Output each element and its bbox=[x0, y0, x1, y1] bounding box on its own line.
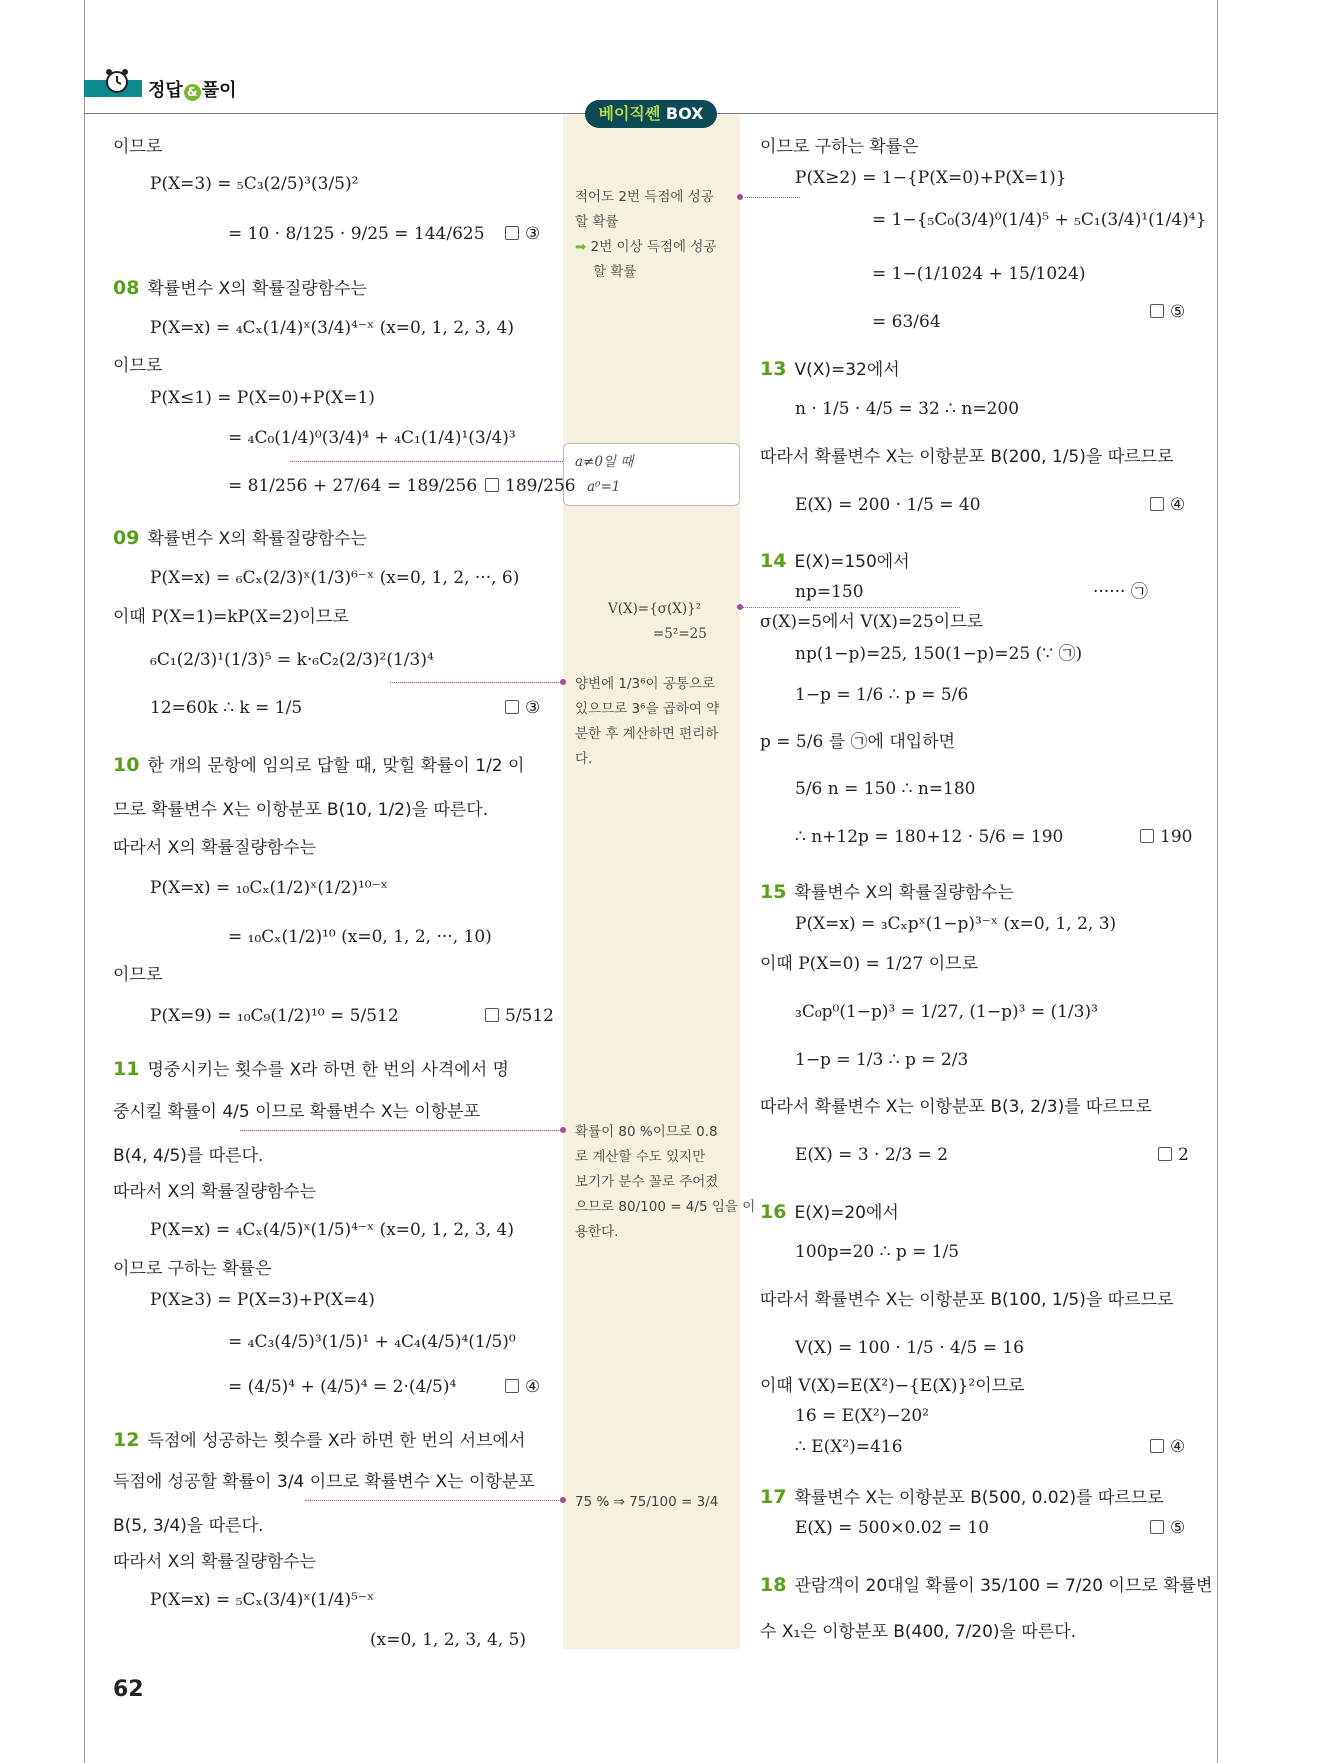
math-line: 1−p = 1/3 ∴ p = 2/3 bbox=[795, 1050, 969, 1070]
text-line: 수 X₁은 이항분포 B(400, 7/20)을 따른다. bbox=[760, 1622, 1077, 1642]
math-line: E(X) = 3 · 2/3 = 2 bbox=[795, 1145, 949, 1165]
answer-icon bbox=[505, 226, 519, 240]
side-note-6: 75 % ⇒ 75/100 = 3/4 bbox=[575, 1494, 719, 1510]
page-frame-right bbox=[1217, 0, 1218, 1763]
text-line: 이므로 구하는 확률은 bbox=[113, 1259, 272, 1279]
math-line: P(X≥2) = 1−{P(X=0)+P(X=1)} bbox=[795, 168, 1067, 188]
leader-dot bbox=[560, 679, 566, 685]
leader-dot bbox=[560, 1497, 566, 1503]
text-line: 이므로 bbox=[113, 137, 163, 157]
leader-dot bbox=[737, 604, 743, 610]
math-line: P(X≤1) = P(X=0)+P(X=1) bbox=[150, 388, 375, 408]
text-line: 이므로 bbox=[113, 965, 163, 985]
math-line: 100p=20 ∴ p = 1/5 bbox=[795, 1242, 960, 1262]
math-line: = 1−{₅C₀(3/4)⁰(1/4)⁵ + ₅C₁(3/4)¹(1/4)⁴} bbox=[872, 210, 1207, 230]
leader-line bbox=[745, 197, 800, 198]
math-line: (x=0, 1, 2, 3, 4, 5) bbox=[370, 1630, 527, 1650]
answer-mark: ⑤ bbox=[1150, 302, 1185, 322]
problem-17: 17 확률변수 X는 이항분포 B(500, 0.02)를 따르므로 bbox=[760, 1486, 1164, 1508]
problem-09: 09 확률변수 X의 확률질량함수는 bbox=[113, 527, 367, 549]
math-line: np=150 bbox=[795, 582, 864, 602]
math-line: P(X=x) = ₄Cₓ(1/4)ˣ(3/4)⁴⁻ˣ (x=0, 1, 2, 3, 4) bbox=[150, 318, 514, 338]
math-line: P(X=x) = ₆Cₓ(2/3)ˣ(1/3)⁶⁻ˣ (x=0, 1, 2, ···, 6) bbox=[150, 568, 520, 588]
leader-line bbox=[305, 1500, 563, 1501]
math-line: 5/6 n = 150 ∴ n=180 bbox=[795, 779, 976, 799]
answer-mark: ④ bbox=[1150, 495, 1185, 515]
answer-icon bbox=[485, 1008, 499, 1022]
math-line: = (4/5)⁴ + (4/5)⁴ = 2·(4/5)⁴ bbox=[228, 1377, 457, 1397]
text-line: B(5, 3/4)을 따른다. bbox=[113, 1516, 264, 1536]
math-line: np(1−p)=25, 150(1−p)=25 (∵ ㉠) bbox=[795, 644, 1083, 664]
math-line: = 63/64 bbox=[872, 312, 941, 332]
alarm-clock-icon bbox=[104, 68, 130, 94]
math-line: = 10 · 8/125 · 9/25 = 144/625 bbox=[228, 224, 485, 244]
answer-mark: ⑤ bbox=[1150, 1518, 1185, 1538]
answer-icon bbox=[1150, 304, 1164, 318]
math-line: = 1−(1/1024 + 15/1024) bbox=[872, 264, 1086, 284]
math-line: σ(X)=5에서 V(X)=25이므로 bbox=[760, 612, 984, 632]
side-note-column bbox=[563, 115, 740, 1649]
page-frame-left bbox=[84, 0, 85, 1763]
answer-mark: ③ bbox=[505, 224, 540, 244]
problem-15: 15 확률변수 X의 확률질량함수는 bbox=[760, 881, 1014, 903]
leader-line bbox=[390, 682, 563, 683]
problem-16: 16 E(X)=20에서 bbox=[760, 1201, 899, 1223]
text-line: 따라서 확률변수 X는 이항분포 B(200, 1/5)을 따르므로 bbox=[760, 447, 1174, 467]
page-number: 62 bbox=[113, 1677, 144, 1702]
math-line: P(X≥3) = P(X=3)+P(X=4) bbox=[150, 1290, 375, 1310]
answer-mark: 5/512 bbox=[485, 1006, 554, 1026]
problem-13: 13 V(X)=32에서 bbox=[760, 358, 900, 380]
math-line: 16 = E(X²)−20² bbox=[795, 1406, 929, 1426]
leader-dot bbox=[560, 1127, 566, 1133]
side-note-5: 확률이 80 %이므로 0.8 로 계산할 수도 있지만 보기가 분수 꼴로 주어졌 으므로 80/100 = 4/5 임을 이 용한다. bbox=[575, 1124, 756, 1240]
answer-mark: ③ bbox=[505, 698, 540, 718]
answer-icon bbox=[1150, 1520, 1164, 1534]
text-line: 따라서 X의 확률질량함수는 bbox=[113, 1182, 317, 1202]
math-line: P(X=x) = ₅Cₓ(3/4)ˣ(1/4)⁵⁻ˣ bbox=[150, 1590, 375, 1610]
problem-14: 14 E(X)=150에서 bbox=[760, 550, 910, 572]
leader-line bbox=[740, 607, 960, 608]
answer-mark: 189/256 bbox=[485, 476, 576, 496]
text-line: 따라서 확률변수 X는 이항분포 B(3, 2/3)를 따르므로 bbox=[760, 1097, 1152, 1117]
answer-icon bbox=[505, 1379, 519, 1393]
problem-18: 18 관람객이 20대일 확률이 35/100 = 7/20 이므로 확률변 bbox=[760, 1574, 1213, 1596]
math-line: = 81/256 + 27/64 = 189/256 bbox=[228, 476, 478, 496]
answer-icon bbox=[1150, 497, 1164, 511]
text-line: B(4, 4/5)를 따른다. bbox=[113, 1146, 264, 1166]
math-line: n · 1/5 · 4/5 = 32 ∴ n=200 bbox=[795, 399, 1020, 419]
math-line: 12=60k ∴ k = 1/5 bbox=[150, 698, 303, 718]
leader-line bbox=[290, 461, 563, 462]
text-line: 따라서 확률변수 X는 이항분포 B(100, 1/5)을 따르므로 bbox=[760, 1290, 1174, 1310]
leader-dot bbox=[737, 194, 743, 200]
answer-icon bbox=[485, 478, 499, 492]
box-badge: 베이직쎈 BOX bbox=[585, 100, 717, 128]
answer-mark: 2 bbox=[1158, 1145, 1189, 1165]
text-line: 중시킬 확률이 4/5 이므로 확률변수 X는 이항분포 bbox=[113, 1102, 481, 1122]
problem-10: 10 한 개의 문항에 임의로 답할 때, 맞힐 확률이 1/2 이 bbox=[113, 754, 525, 776]
math-line: P(X=3) = ₅C₃(2/5)³(3/5)² bbox=[150, 174, 359, 194]
side-note-1: 적어도 2번 득점에 성공 할 확률 ➡ 2번 이상 득점에 성공 할 확률 bbox=[575, 189, 717, 280]
math-line: = ₁₀Cₓ(1/2)¹⁰ (x=0, 1, 2, ···, 10) bbox=[228, 927, 492, 947]
answer-icon bbox=[505, 700, 519, 714]
math-line: p = 5/6 를 ㉠에 대입하면 bbox=[760, 732, 956, 752]
math-line: P(X=x) = ₃Cₓpˣ(1−p)³⁻ˣ (x=0, 1, 2, 3) bbox=[795, 914, 1117, 934]
answer-mark: ④ bbox=[1150, 1437, 1185, 1457]
math-line: ₆C₁(2/3)¹(1/3)⁵ = k·₆C₂(2/3)²(1/3)⁴ bbox=[150, 650, 434, 670]
math-line: = ₄C₀(1/4)⁰(3/4)⁴ + ₄C₁(1/4)¹(3/4)³ bbox=[228, 428, 516, 448]
math-line: 이때 P(X=0) = 1/27 이므로 bbox=[760, 954, 979, 974]
problem-08: 08 확률변수 X의 확률질량함수는 bbox=[113, 277, 367, 299]
math-line: = ₄C₃(4/5)³(1/5)¹ + ₄C₄(4/5)⁴(1/5)⁰ bbox=[228, 1332, 516, 1352]
text-line: 따라서 X의 확률질량함수는 bbox=[113, 1552, 317, 1572]
answer-icon bbox=[1140, 829, 1154, 843]
text-line: 득점에 성공할 확률이 3/4 이므로 확률변수 X는 이항분포 bbox=[113, 1472, 535, 1492]
problem-11: 11 명중시키는 횟수를 X라 하면 한 번의 사격에서 명 bbox=[113, 1058, 509, 1080]
side-note-2: a≠0일 때 a⁰=1 bbox=[575, 454, 634, 495]
math-line: 1−p = 1/6 ∴ p = 5/6 bbox=[795, 685, 969, 705]
math-line: 이때 V(X)=E(X²)−{E(X)}²이므로 bbox=[760, 1376, 1025, 1396]
section-title: 정답 & 풀이 bbox=[148, 80, 237, 101]
text-line: 므로 확률변수 X는 이항분포 B(10, 1/2)을 따른다. bbox=[113, 800, 489, 820]
math-line: P(X=x) = ₄Cₓ(4/5)ˣ(1/5)⁴⁻ˣ (x=0, 1, 2, 3, 4) bbox=[150, 1220, 514, 1240]
text-line: 따라서 X의 확률질량함수는 bbox=[113, 838, 317, 858]
answer-mark: 190 bbox=[1140, 827, 1192, 847]
text-line: 이므로 구하는 확률은 bbox=[760, 137, 919, 157]
math-line: ∴ E(X²)=416 bbox=[795, 1437, 903, 1457]
math-line: V(X) = 100 · 1/5 · 4/5 = 16 bbox=[795, 1338, 1024, 1358]
math-line: ∴ n+12p = 180+12 · 5/6 = 190 bbox=[795, 827, 1064, 847]
text-line: 이므로 bbox=[113, 356, 163, 376]
math-line: P(X=x) = ₁₀Cₓ(1/2)ˣ(1/2)¹⁰⁻ˣ bbox=[150, 878, 388, 898]
math-line: E(X) = 500×0.02 = 10 bbox=[795, 1518, 990, 1538]
math-line: E(X) = 200 · 1/5 = 40 bbox=[795, 495, 981, 515]
math-line: ₃C₀p⁰(1−p)³ = 1/27, (1−p)³ = (1/3)³ bbox=[795, 1002, 1098, 1022]
answer-icon bbox=[1158, 1147, 1172, 1161]
leader-line bbox=[240, 1130, 563, 1131]
text-line: 이때 P(X=1)=kP(X=2)이므로 bbox=[113, 607, 349, 627]
math-line: P(X=9) = ₁₀C₉(1/2)¹⁰ = 5/512 bbox=[150, 1006, 399, 1026]
answer-icon bbox=[1150, 1439, 1164, 1453]
side-note-3: V(X)={σ(X)}² =5²=25 bbox=[608, 601, 707, 642]
problem-12: 12 득점에 성공하는 횟수를 X라 하면 한 번의 서브에서 bbox=[113, 1429, 526, 1451]
side-note-4: 양변에 1/3⁶이 공통으로 있으므로 3⁶을 곱하여 약 분한 후 계산하면 편리하 다. bbox=[575, 676, 720, 767]
equation-label: ······ ㉠ bbox=[1093, 582, 1148, 602]
answer-mark: ④ bbox=[505, 1377, 540, 1397]
